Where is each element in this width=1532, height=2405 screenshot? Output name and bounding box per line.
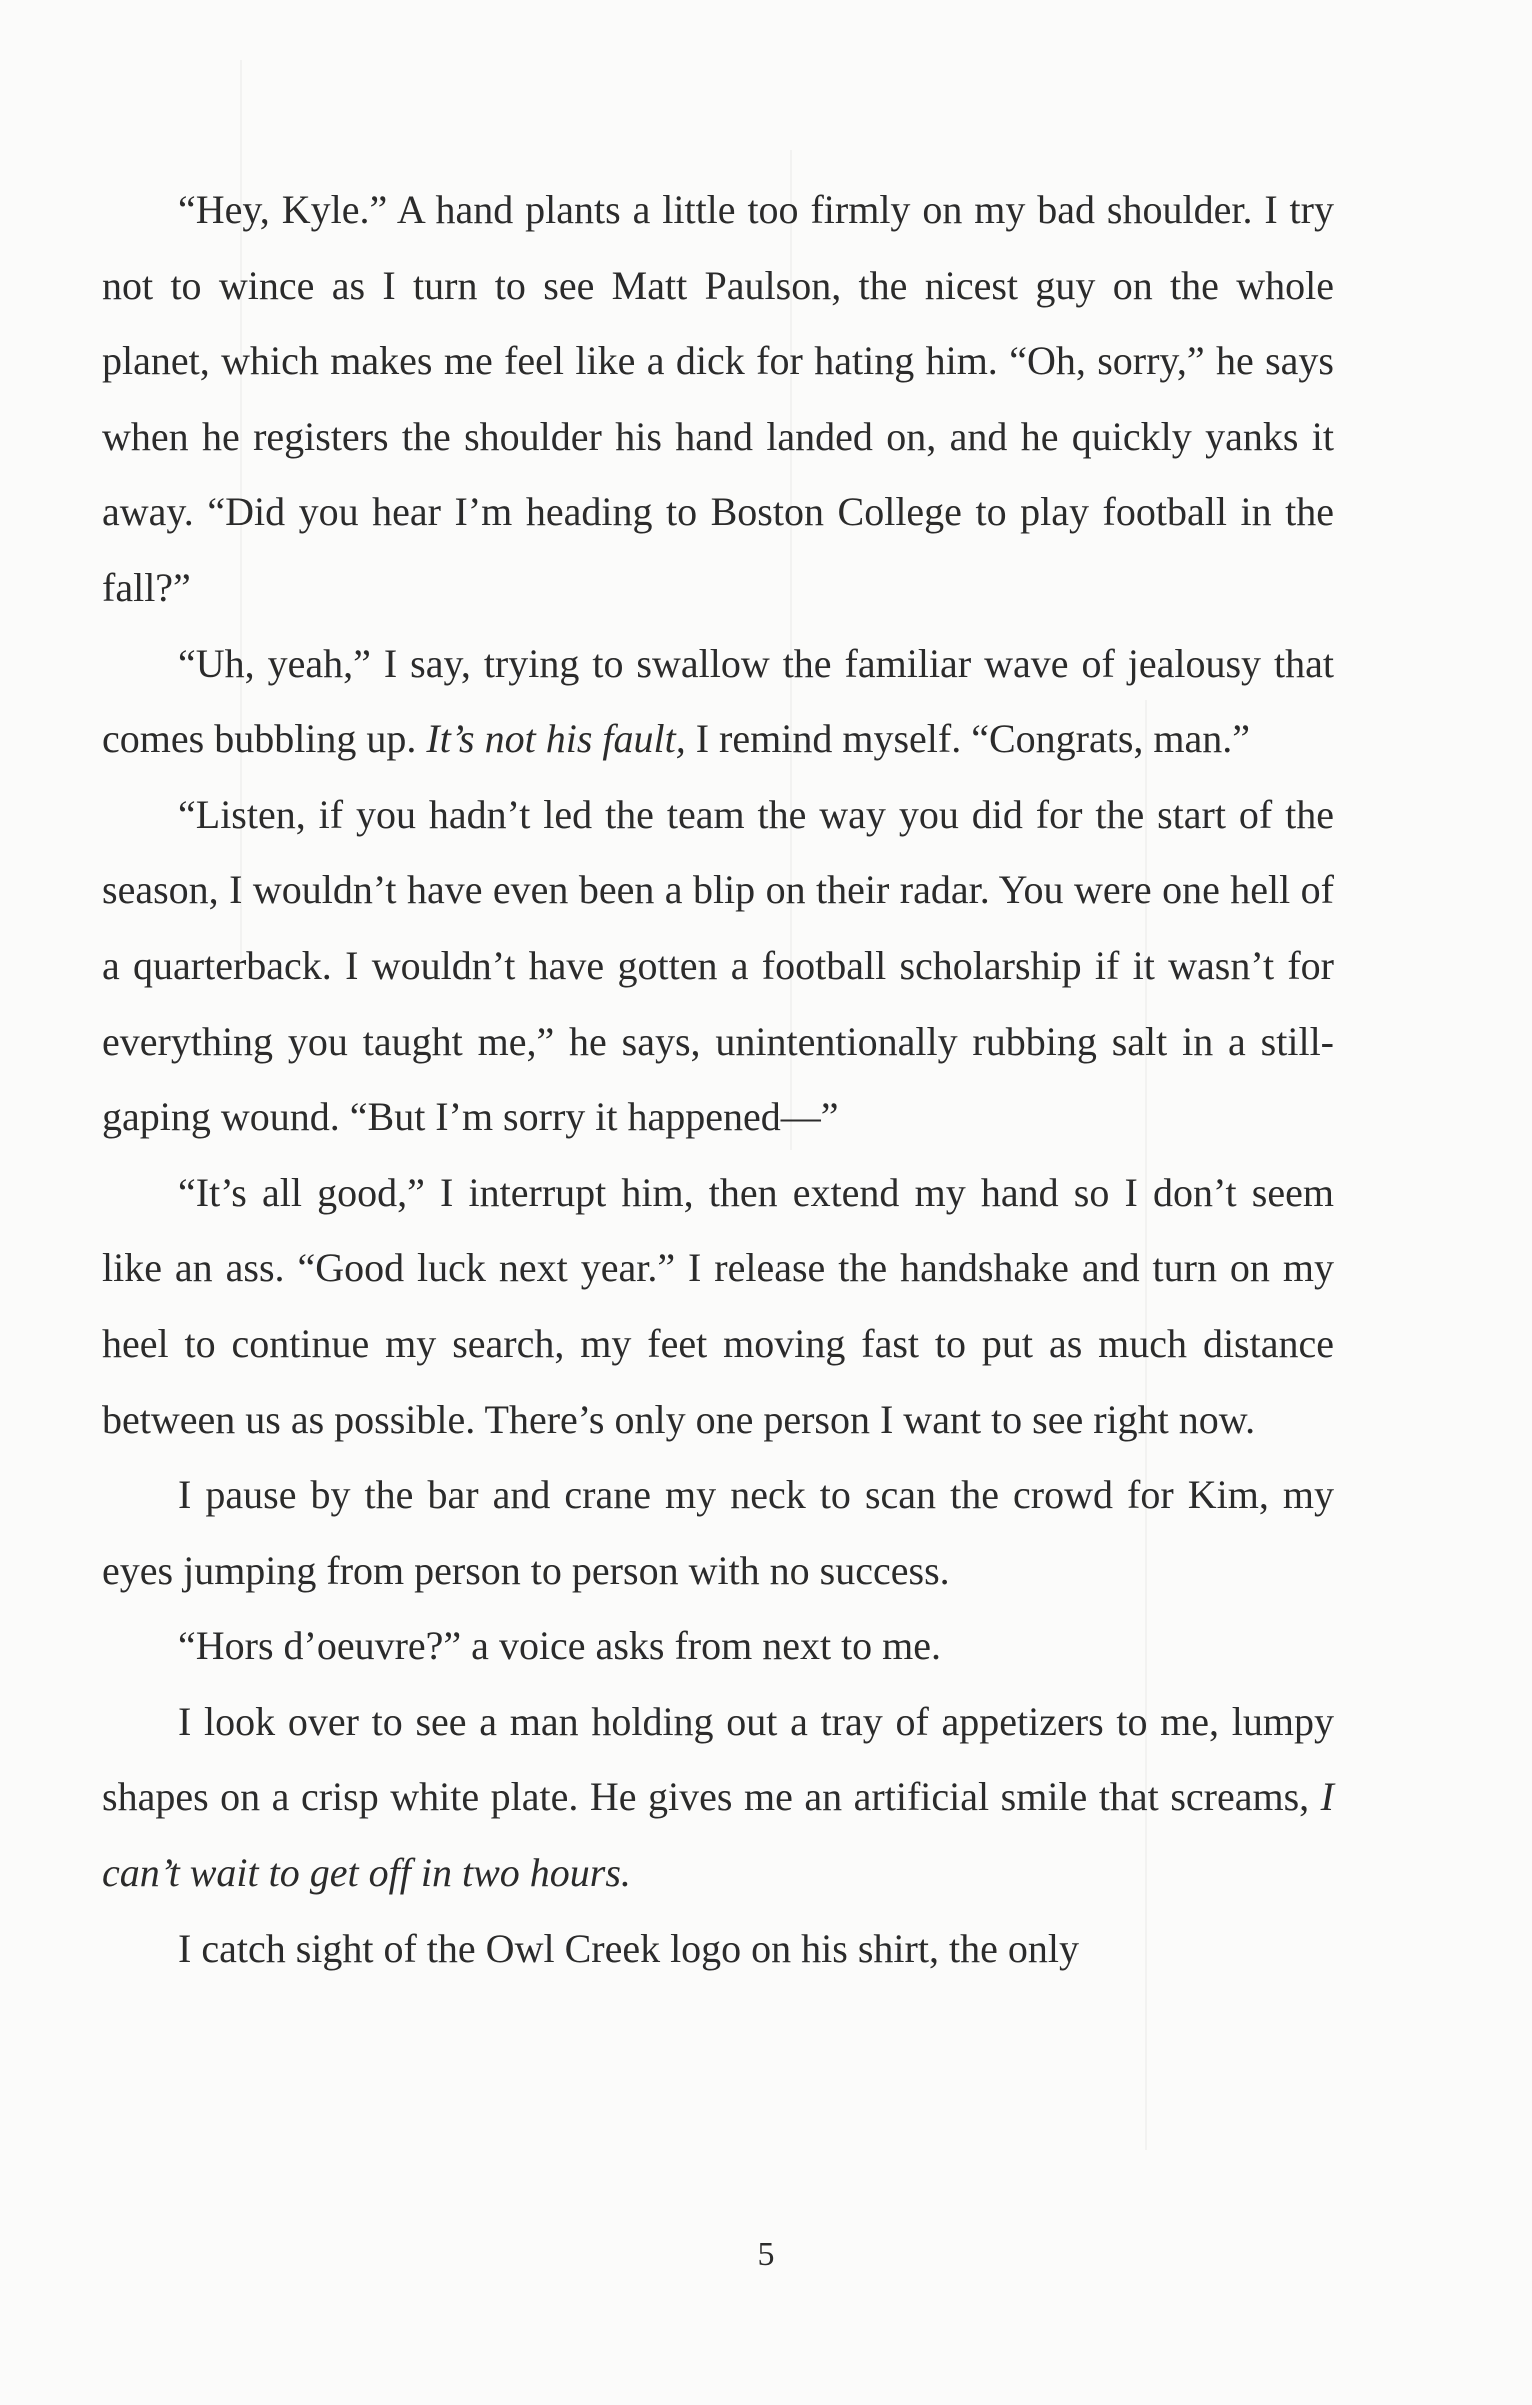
text-run: “Listen, if you hadn’t led the team the way you did for the start of the season, I wouldn’t have even been a blip on their radar. You were one hell of a quarterback. I wouldn’t have gotten a football scholarship if it wasn’t for everything you taught me,” he says, unintentionally rubbing salt in a still-gaping wound. “But I’m sorry it happened—” — [102, 791, 1334, 1140]
paragraph — [102, 777, 1334, 1155]
text-run: “Uh, yeah,” I say, trying to swallow the familiar wave of jealousy that comes bubbling up. — [102, 640, 1334, 762]
text-run: I look over to see a man holding out a tray of appetizers to me, lumpy shapes on a crisp white plate. He gives me an artificial smile that screams, — [102, 1698, 1334, 1820]
text-run: I remind myself. “Congrats, man.” — [685, 716, 1251, 762]
page-number: 5 — [757, 2236, 775, 2273]
text-run: I catch sight of the Owl Creek logo on his shirt, the only — [178, 1925, 1079, 1971]
text-run: I pause by the bar and crane my neck to scan the crowd for Kim, my eyes jumping from person to person with no success. — [102, 1472, 1334, 1593]
italic-text: It’s not his fault, — [426, 716, 686, 762]
paragraph — [102, 1911, 1334, 1987]
paragraph — [102, 1457, 1334, 1608]
text-run: “Hey, Kyle.” A hand plants a little too firmly on my bad shoulder. I try not to wince as I turn to see Matt Paulson, the nicest guy on the whole planet, which makes me feel like a dick for hating him. “Oh, sorry,” he says when he registers the shoulder his hand landed on, and he quickly yanks it away. “Did you hear I’m heading to Boston College to play football in the fall?” — [102, 187, 1334, 610]
paragraph — [102, 1608, 1334, 1684]
body-text — [102, 172, 1334, 1986]
italic-text: I can’t wait to get off in two hours. — [102, 1774, 1334, 1896]
paragraph — [102, 1684, 1334, 1911]
paragraph — [102, 626, 1334, 777]
paragraph — [102, 1155, 1334, 1457]
paragraph — [102, 172, 1334, 626]
text-run: “Hors d’oeuvre?” a voice asks from next to me. — [178, 1623, 942, 1669]
text-run: “It’s all good,” I interrupt him, then extend my hand so I don’t seem like an ass. “Good luck next year.” I release the handshake and turn on my heel to continue my search, my feet moving fast to put as much distance between us as possible. There’s only one person I want to see right now. — [102, 1169, 1334, 1442]
